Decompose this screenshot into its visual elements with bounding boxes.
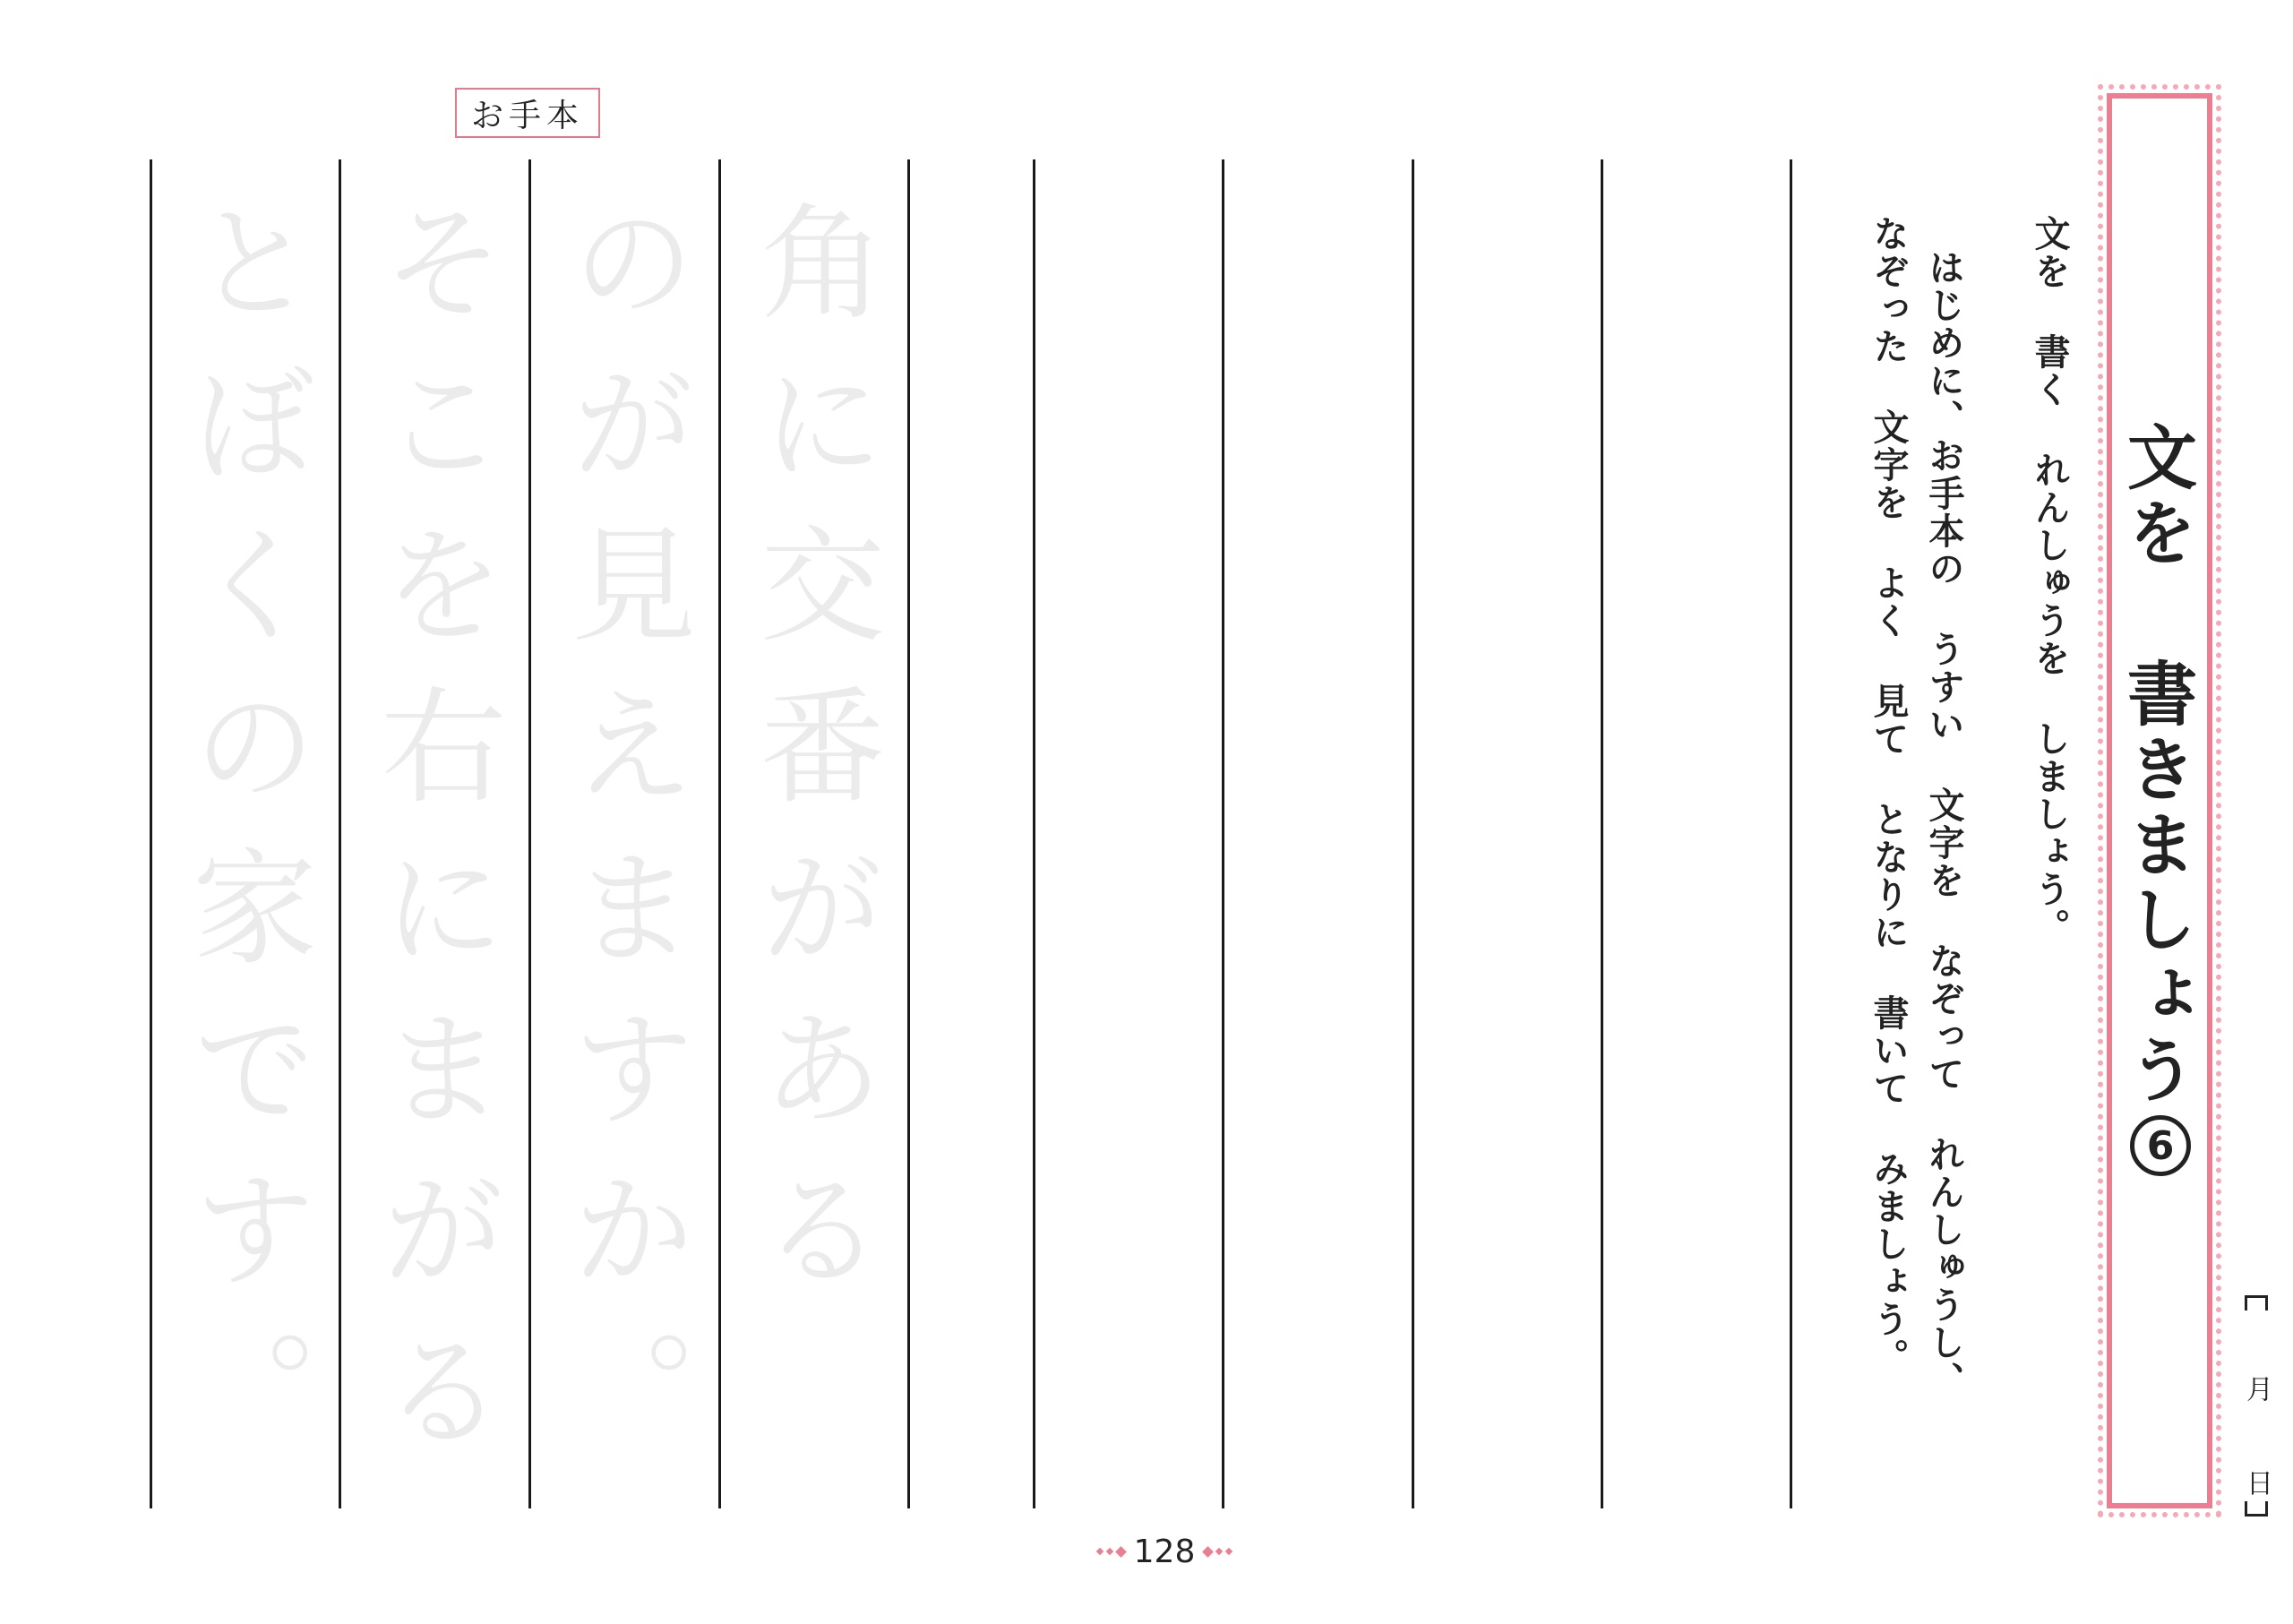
diamond-ornament-left: [1097, 1548, 1125, 1556]
trace-column-3: そこを右にまがる: [360, 197, 506, 1487]
column-line: [528, 159, 531, 1508]
column-line: [150, 159, 152, 1508]
date-bracket-bottom: [2245, 1501, 2268, 1517]
column-line: [1033, 159, 1035, 1508]
date-month-label: 月: [2241, 1375, 2272, 1402]
page-number: [1048, 1532, 1281, 1571]
column-line: [718, 159, 721, 1508]
date-bracket-top: [2245, 1295, 2268, 1310]
page-title: 文を 書きましょう: [2116, 421, 2196, 1109]
title-number-badge: 6: [2130, 1115, 2191, 1176]
instruction-line-2: はじめに、お手本の うすい 文字を なぞって れんしゅうし、: [1923, 249, 1964, 1399]
example-label: お手本: [455, 88, 600, 138]
column-line: [1412, 159, 1414, 1508]
column-line: [907, 159, 910, 1508]
diamond-ornament-right: [1204, 1548, 1232, 1556]
column-line: [1222, 159, 1224, 1508]
column-line: [1601, 159, 1603, 1508]
trace-column-1: 角に交番がある: [739, 197, 885, 1326]
trace-column-4: とぼくの家です。: [171, 197, 317, 1487]
column-line: [339, 159, 341, 1508]
page-number-text: 128: [1133, 1533, 1196, 1570]
instruction-line-1: 文を 書く れんしゅうを しましょう。: [2029, 215, 2070, 946]
trace-column-2: のが見えますか。: [550, 197, 696, 1487]
date-day-label: 日: [2241, 1469, 2272, 1496]
instruction-line-3: なぞった 文字を よく 見て となりに 書いて みましょう。: [1868, 215, 1909, 1376]
column-line: [1790, 159, 1792, 1508]
